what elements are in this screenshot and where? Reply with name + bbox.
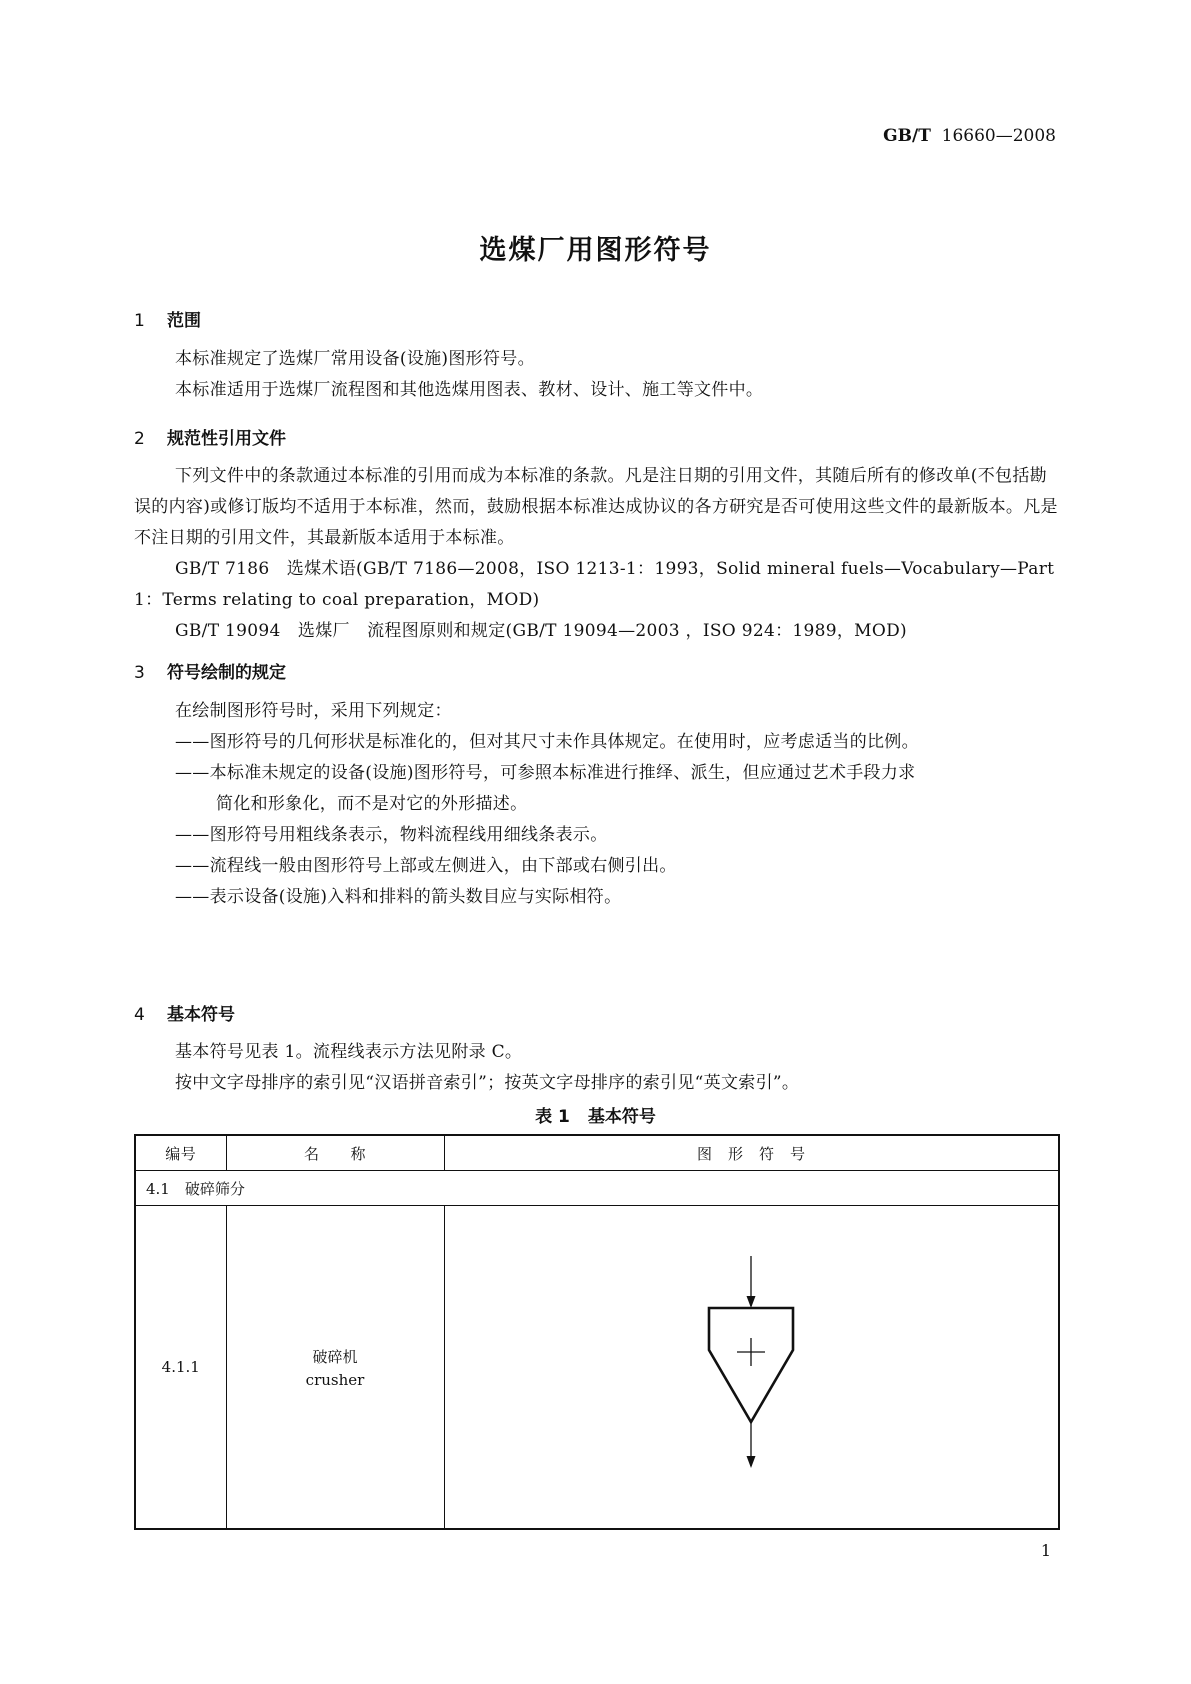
table-header-row	[135, 1135, 1059, 1171]
reference-item: GB/T 19094 选煤厂 流程图原则和规定(GB/T 19094—2003 ，ISO 924：1989，MOD)	[175, 621, 907, 641]
item-symbol	[444, 1206, 1059, 1530]
section-number: 4	[134, 1005, 145, 1025]
item-name-chinese: 破碎机	[312, 1347, 358, 1366]
section-3-heading	[134, 658, 286, 683]
symbols-table	[134, 1134, 1060, 1530]
section-title: 基本符号	[167, 1005, 235, 1025]
page-number: 1	[1040, 1541, 1051, 1560]
rule-item-continued: 简化和形象化，而不是对它的外形描述。	[216, 794, 528, 814]
table-row	[135, 1206, 1059, 1530]
item-code: 4.1.1	[135, 1206, 226, 1530]
column-header-name: 名 称	[226, 1135, 444, 1171]
group-label: 4.1 破碎筛分	[135, 1171, 1059, 1206]
section-number: 3	[134, 663, 145, 683]
section-title: 符号绘制的规定	[167, 663, 286, 683]
section-2-body	[134, 461, 1059, 647]
section-4-heading	[134, 1000, 235, 1025]
section-2-heading	[134, 424, 286, 449]
section-4-body	[134, 1037, 1059, 1099]
rule-item: ——图形符号的几何形状是标准化的，但对其尺寸未作具体规定。在使用时，应考虑适当的比例。	[175, 732, 919, 752]
section-number: 1	[134, 311, 145, 331]
paragraph: 本标准适用于选煤厂流程图和其他选煤用图表、教材、设计、施工等文件中。	[175, 380, 764, 400]
section-title: 规范性引用文件	[167, 429, 286, 449]
paragraph: 在绘制图形符号时，采用下列规定：	[175, 701, 452, 721]
document-title: 选煤厂用图形符号	[479, 235, 712, 266]
item-name-english: crusher	[305, 1370, 365, 1389]
table-caption-text: 基本符号	[587, 1107, 656, 1127]
crusher-symbol-icon	[691, 1252, 811, 1482]
rule-item: ——图形符号用粗线条表示，物料流程线用细线条表示。	[175, 825, 608, 845]
section-number: 2	[134, 429, 145, 449]
section-1-heading	[134, 306, 201, 331]
section-3-body	[134, 696, 1059, 913]
column-header-code: 编号	[135, 1135, 226, 1171]
section-1-body	[134, 344, 1059, 406]
reference-item: GB/T 7186 选煤术语(GB/T 7186—2008，ISO 1213-1：1993，Solid mineral fuels—Vocabulary—Part 1：Terms relating to coal preparation，MOD)	[134, 559, 1055, 610]
paragraph: 下列文件中的条款通过本标准的引用而成为本标准的条款。凡是注日期的引用文件，其随后所有的修改单(不包括勘误的内容)或修订版均不适用于本标准，然而，鼓励根据本标准达成协议的各方研究是否可使用这些文件的最新版本。凡是不注日期的引用文件，其最新版本适用于本标准。	[134, 466, 1058, 548]
section-title: 范围	[167, 311, 201, 331]
item-name	[226, 1206, 444, 1530]
standard-prefix: GB/T	[883, 126, 931, 146]
standard-number: 16660—2008	[941, 126, 1056, 146]
paragraph: 本标准规定了选煤厂常用设备(设施)图形符号。	[175, 349, 535, 369]
rule-item: ——流程线一般由图形符号上部或左侧进入，由下部或右侧引出。	[175, 856, 677, 876]
rule-item: ——本标准未规定的设备(设施)图形符号，可参照本标准进行推绎、派生，但应通过艺术手段力求	[175, 763, 916, 783]
paragraph: 按中文字母排序的索引见“汉语拼音索引”；按英文字母排序的索引见“英文索引”。	[175, 1073, 800, 1093]
paragraph: 基本符号见表 1。流程线表示方法见附录 C。	[175, 1042, 523, 1062]
table-caption	[0, 1102, 1191, 1127]
column-header-symbol: 图 形 符 号	[444, 1135, 1059, 1171]
standard-code	[883, 126, 1056, 146]
rule-item: ——表示设备(设施)入料和排料的箭头数目应与实际相符。	[175, 887, 622, 907]
table-number: 表 1	[535, 1107, 570, 1127]
table-group-row	[135, 1171, 1059, 1206]
